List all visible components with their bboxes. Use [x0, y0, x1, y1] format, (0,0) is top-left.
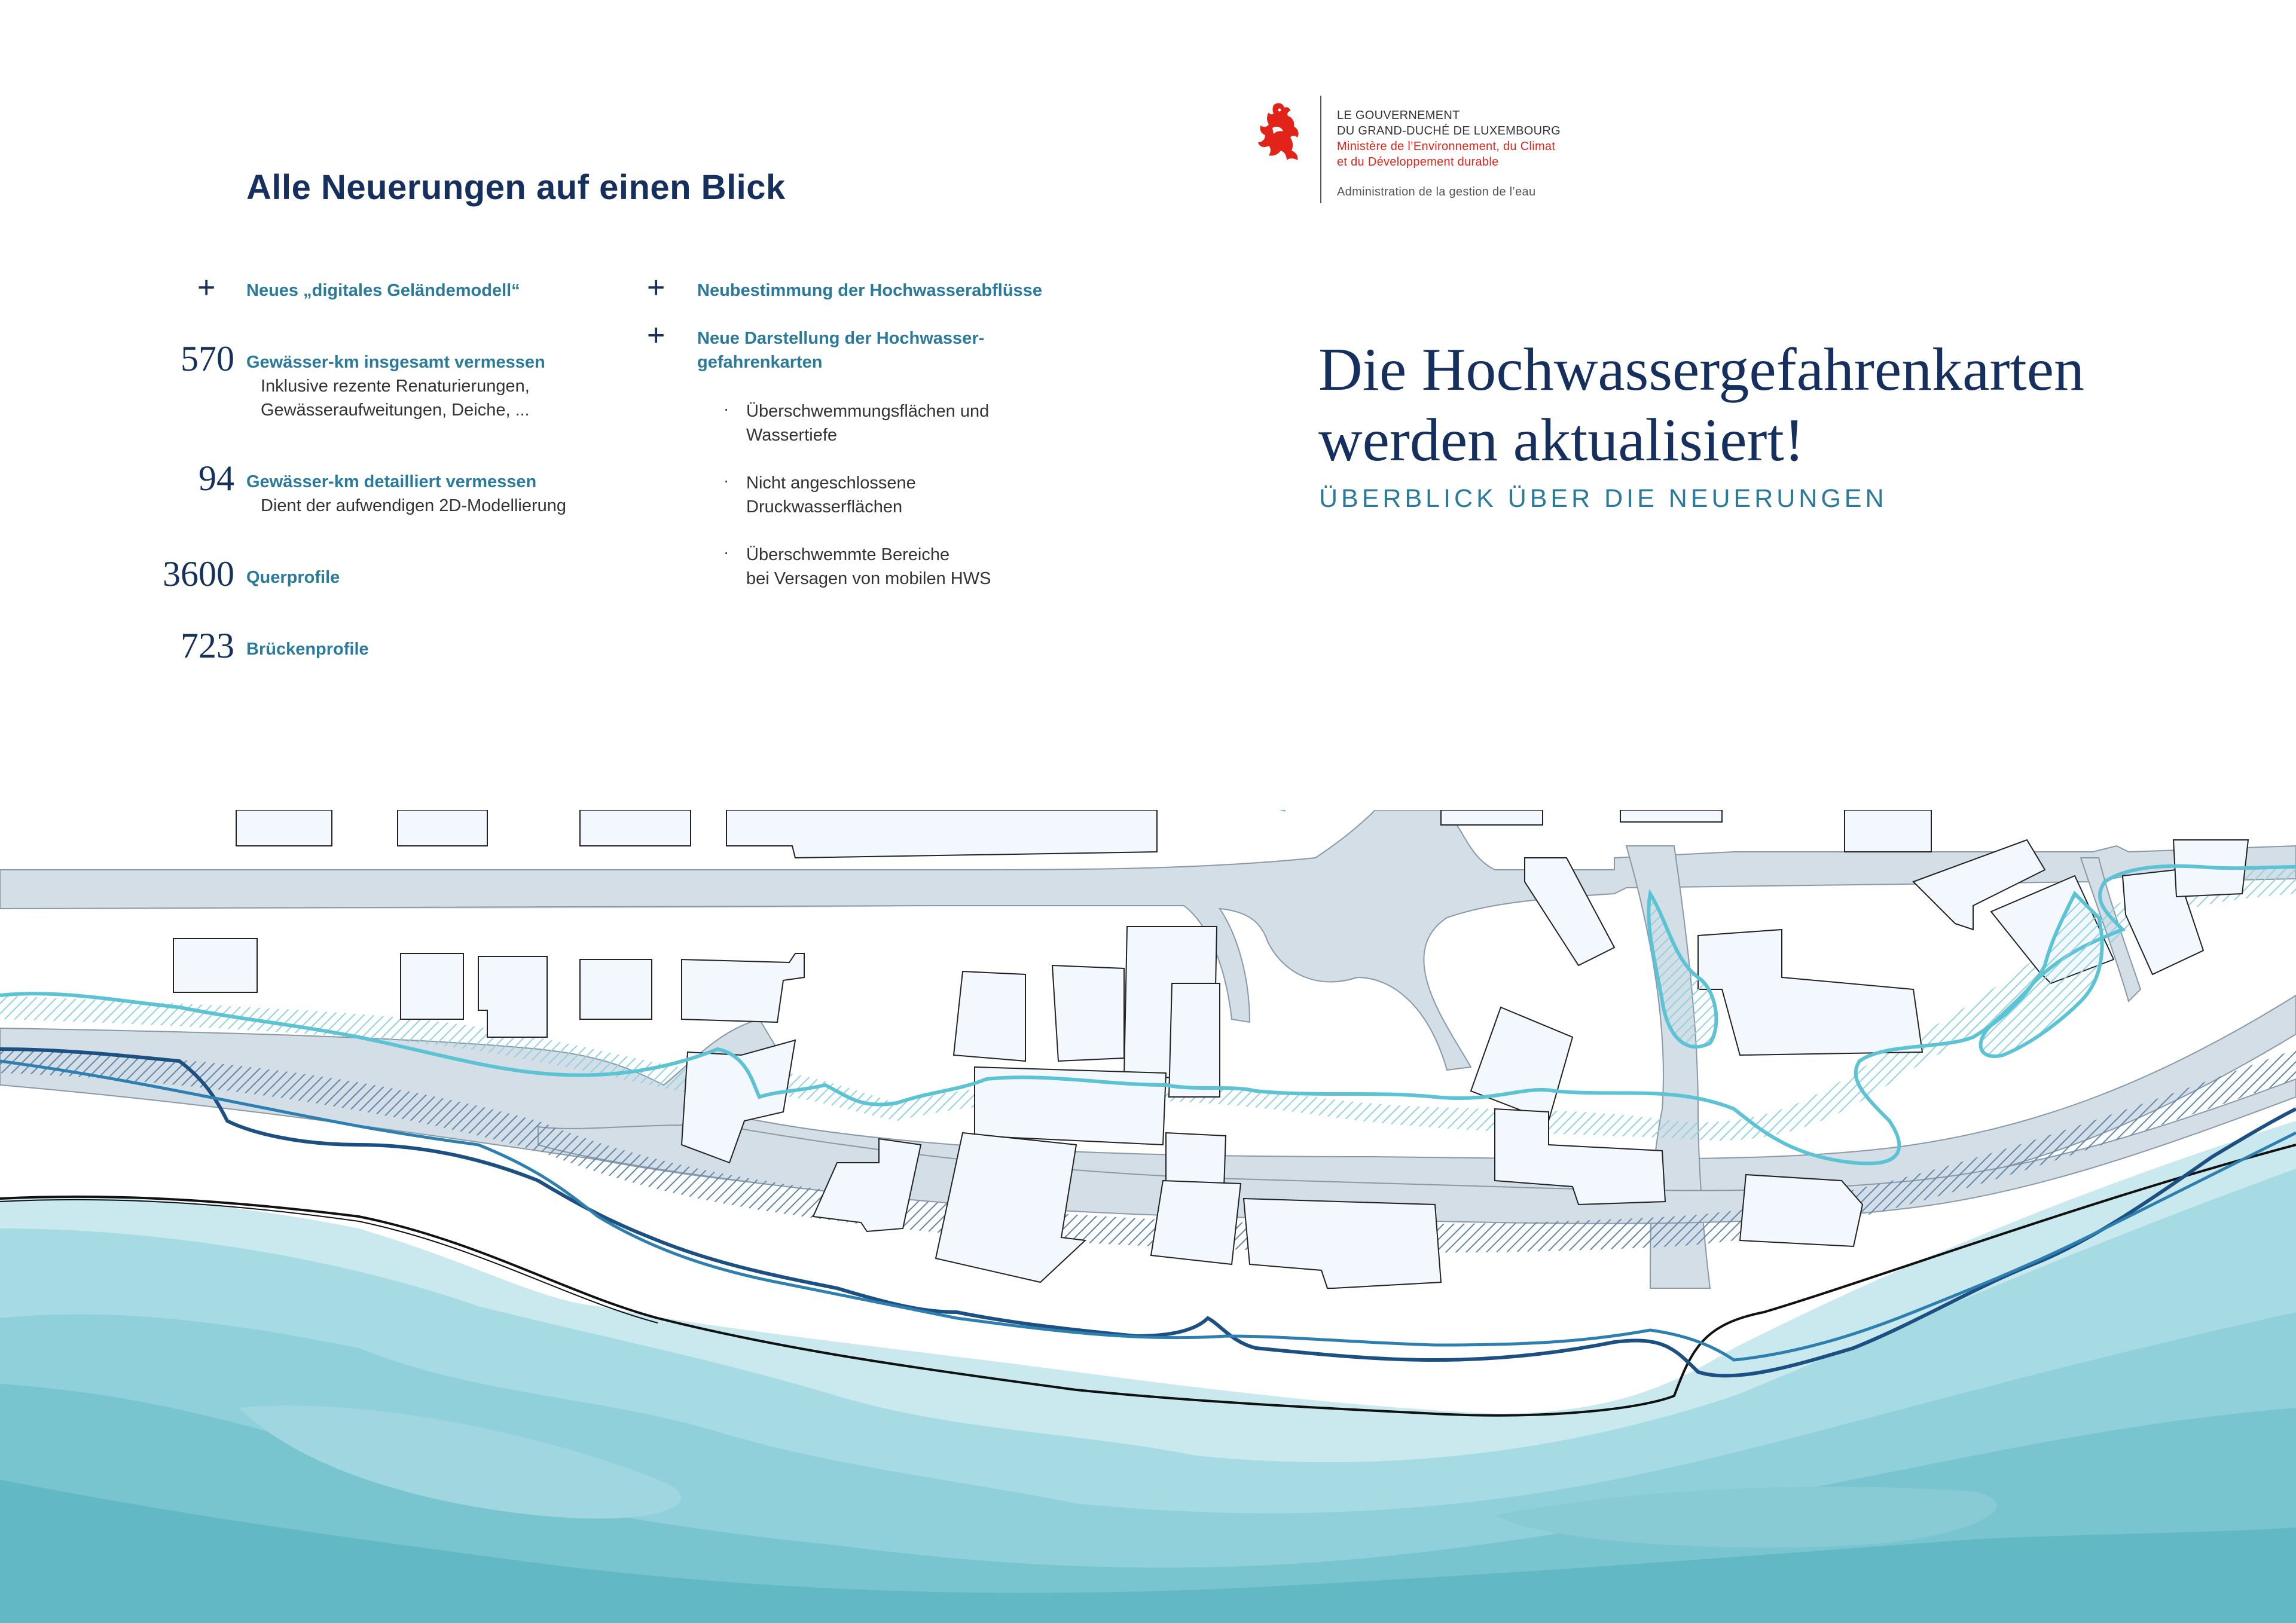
- building: [398, 810, 487, 846]
- item-description: Dient der aufwendigen 2D-Modellierung: [261, 496, 567, 515]
- building: [1441, 810, 1543, 825]
- item-label-gewaesser-km-total: Gewässer-km insgesamt vermessen: [246, 353, 545, 372]
- building: [236, 810, 332, 846]
- bullet-text: Druckwasserflächen: [746, 497, 903, 516]
- building: [1740, 1175, 1863, 1246]
- bullet-text: bei Versagen von mobilen HWS: [746, 569, 991, 588]
- building: [1052, 965, 1124, 1061]
- red-lion-icon: [1256, 100, 1307, 165]
- building: [936, 1133, 1085, 1282]
- bullet-text: Überschwemmungsflächen und: [746, 402, 990, 421]
- item-description: Gewässeraufweitungen, Deiche, ...: [261, 401, 530, 420]
- flood-map-illustration: [0, 810, 2296, 1623]
- building: [401, 953, 463, 1019]
- building: [173, 939, 257, 992]
- item-label-brueckenprofile: Brückenprofile: [246, 640, 369, 659]
- building: [1620, 810, 1722, 822]
- building: [478, 956, 547, 1037]
- logo-divider: [1320, 96, 1321, 203]
- item-label-gewaesser-km-detailed: Gewässer-km detailliert vermessen: [246, 472, 537, 491]
- stat-number: 723: [181, 626, 234, 665]
- logo-ministry: Ministère de l’Environnement, du Climat: [1337, 140, 1556, 153]
- main-title: [1318, 335, 2084, 476]
- bullet-dot: ·: [723, 399, 729, 418]
- plus-marker: +: [647, 318, 665, 353]
- stat-number: 94: [199, 459, 234, 498]
- item-label-hochwasserabfluesse: Neubestimmung der Hochwasserabflüsse: [697, 281, 1042, 300]
- bullet-text: Überschwemmte Bereiche: [746, 545, 950, 564]
- main-title-line: werden aktualisiert!: [1318, 406, 1805, 474]
- logo-ministry: et du Développement durable: [1337, 155, 1499, 169]
- logo-text: LE GOUVERNEMENT: [1337, 109, 1460, 122]
- bullet-dot: ·: [723, 543, 729, 561]
- building: [954, 971, 1025, 1061]
- logo-administration: Administration de la gestion de l’eau: [1337, 185, 1536, 198]
- subtitle: ÜBERBLICK ÜBER DIE NEUERUNGEN: [1319, 484, 1888, 513]
- item-label-darstellung: gefahrenkarten: [697, 353, 823, 372]
- section-title: Alle Neuerungen auf einen Blick: [246, 168, 786, 207]
- bullet-dot: ·: [723, 471, 729, 490]
- building: [580, 959, 652, 1019]
- building: [1151, 1181, 1241, 1264]
- plus-marker: +: [197, 270, 216, 305]
- item-label-querprofile: Querprofile: [246, 568, 340, 587]
- item-description: Inklusive rezente Renaturierungen,: [261, 377, 530, 396]
- bullet-text: Wassertiefe: [746, 426, 838, 445]
- building: [1169, 983, 1220, 1097]
- logo-text: DU GRAND-DUCHÉ DE LUXEMBOURG: [1337, 124, 1561, 137]
- plus-marker: +: [647, 270, 665, 305]
- building: [1845, 810, 1931, 852]
- main-title-line: Die Hochwassergefahrenkarten: [1318, 336, 2085, 404]
- stat-number: 3600: [163, 554, 234, 594]
- item-label-darstellung: Neue Darstellung der Hochwasser-: [697, 329, 985, 348]
- stat-number: 570: [181, 339, 234, 378]
- item-label-gelaendemodell: Neues „digitales Geländemodell“: [246, 281, 520, 300]
- bullet-text: Nicht angeschlossene: [746, 473, 916, 493]
- building: [580, 810, 691, 846]
